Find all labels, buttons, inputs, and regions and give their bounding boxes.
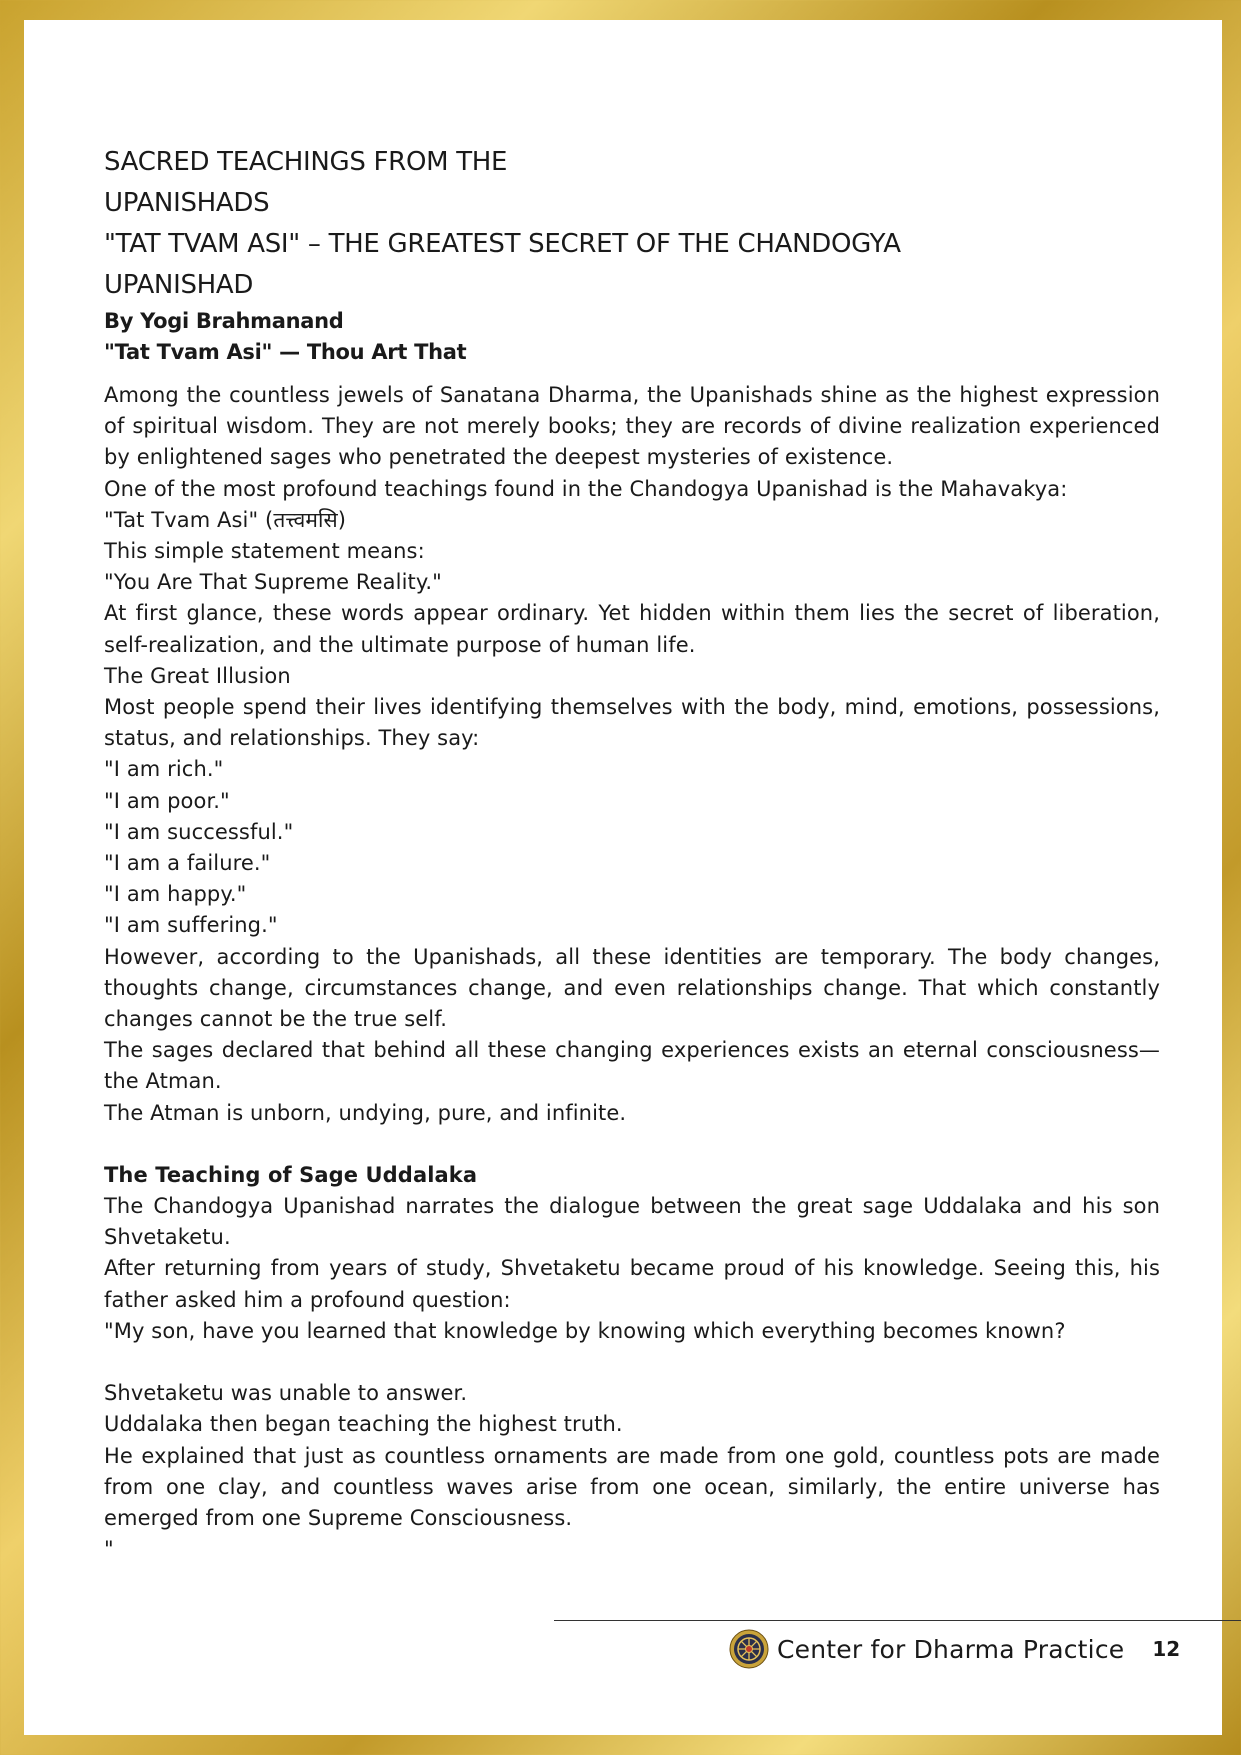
paragraph: He explained that just as countless ornaments are made from one gold, countless pots are made from one clay, and countless waves arise from one ocean, similarly, the entire universe has emerged from one Supreme Consciousness. xyxy=(104,1443,1160,1530)
quote-line: "I am suffering." xyxy=(104,913,278,938)
article xyxy=(104,142,1160,1565)
organization-name: Center for Dharma Practice xyxy=(777,1634,1125,1664)
quote-line: "I am successful." xyxy=(104,819,294,844)
subtitle: "Tat Tvam Asi" — Thou Art That xyxy=(104,340,467,364)
paragraph: However, according to the Upanishads, all these identities are temporary. The body changes, thoughts change, circumstances change, and even relationships change. That which constantly changes cannot be the true self. xyxy=(104,944,1160,1032)
spacer xyxy=(104,1347,1160,1378)
page xyxy=(24,20,1222,1735)
paragraph: The Atman is unborn, undying, pure, and infinite. xyxy=(104,1100,627,1125)
article-title xyxy=(104,142,1160,306)
quote-line: "I am happy." xyxy=(104,882,247,907)
byline: By Yogi Brahmanand xyxy=(104,309,344,333)
article-body xyxy=(104,380,1160,1565)
paragraph: Among the countless jewels of Sanatana Dharma, the Upanishads shine as the highest expression of spiritual wisdom. They are not merely books; they are records of divine realization experienced by enlightened sages who penetrated the deepest mysteries of existence. xyxy=(104,383,1160,470)
footer-divider xyxy=(554,1620,1241,1621)
paragraph: One of the most profound teachings found in the Chandogya Upanishad is the Mahavakya: xyxy=(104,476,1068,501)
paragraph: The sages declared that behind all these changing experiences exists an eternal consciousness—the Atman. xyxy=(104,1038,1160,1094)
dharma-wheel-icon xyxy=(729,1629,769,1669)
title-line: SACRED TEACHINGS FROM THE xyxy=(104,147,508,177)
quote-line: "I am poor." xyxy=(104,788,230,813)
quote-line: "You Are That Supreme Reality." xyxy=(104,570,442,595)
footer xyxy=(729,1627,1180,1671)
title-line: UPANISHADS xyxy=(104,188,270,218)
title-line: UPANISHAD xyxy=(104,270,254,300)
quote-line: "I am rich." xyxy=(104,757,224,782)
page-number: 12 xyxy=(1152,1637,1181,1661)
paragraph: Most people spend their lives identifying themselves with the body, mind, emotions, possessions, status, and relationships. They say: xyxy=(104,695,1160,751)
paragraph: After returning from years of study, Shvetaketu became proud of his knowledge. Seeing this, his father asked him a profound question: xyxy=(104,1256,1160,1312)
section-label: The Great Illusion xyxy=(104,663,291,688)
quote-line: "I am a failure." xyxy=(104,851,271,876)
paragraph: The Chandogya Upanishad narrates the dialogue between the great sage Uddalaka and his son Shvetaketu. xyxy=(104,1194,1160,1250)
mahavakya-line: "Tat Tvam Asi" (तत्त्वमसि) xyxy=(104,507,347,532)
title-line: "TAT TVAM ASI" – THE GREATEST SECRET OF THE CHANDOGYA xyxy=(104,229,901,259)
paragraph: This simple statement means: xyxy=(104,539,425,564)
paragraph: At first glance, these words appear ordinary. Yet hidden within them lies the secret of liberation, self-realization, and the ultimate purpose of human life. xyxy=(104,601,1160,657)
spacer xyxy=(104,1129,1160,1160)
stray-quote: " xyxy=(104,1537,114,1562)
quote-line: "My son, have you learned that knowledge by knowing which everything becomes known? xyxy=(104,1318,1066,1343)
paragraph: Uddalaka then began teaching the highest truth. xyxy=(104,1412,623,1437)
section-heading: The Teaching of Sage Uddalaka xyxy=(104,1162,478,1187)
paragraph: Shvetaketu was unable to answer. xyxy=(104,1381,468,1406)
